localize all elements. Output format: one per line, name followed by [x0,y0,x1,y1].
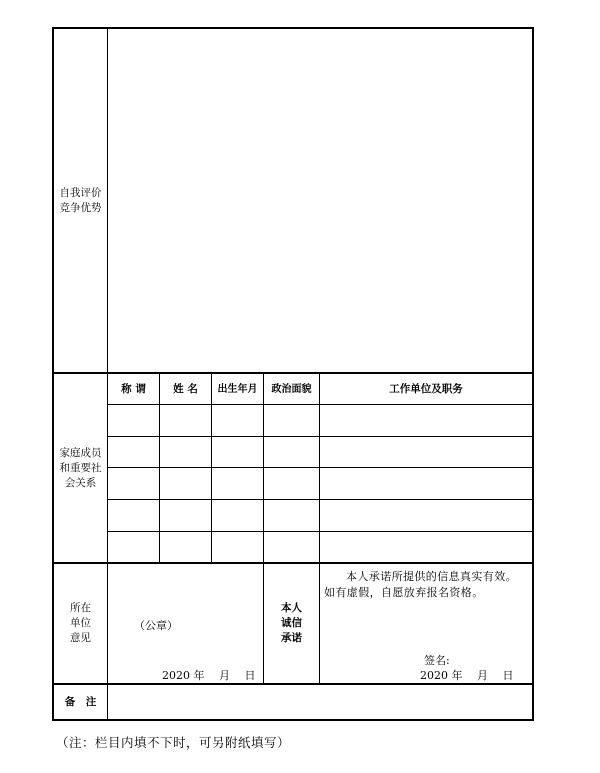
pledge-label-line3: 承诺 [281,632,302,644]
pledge-label [264,564,319,683]
family-header-name: 姓 名 [173,382,198,395]
family-header-birth: 出生年月 [217,383,258,395]
family-row-1[interactable] [108,405,532,436]
self-eval-label [54,29,107,372]
family-header-relation: 称 谓 [121,382,146,395]
remarks-label: 备 注 [64,695,97,708]
family-row-4[interactable] [108,500,532,531]
pledge-text-line1: 本人承诺所提供的信息真实有效。 [346,570,517,583]
self-eval-content-area[interactable] [108,29,532,372]
unit-opinion-label-line1: 所在 [70,602,91,614]
pledge-text-line2: 如有虚假，自愿放弃报名资格。 [324,586,484,599]
pledge-signature: 签名: [424,654,450,667]
family-label [54,374,107,562]
unit-opinion-seal: （公章） [134,619,178,632]
pledge-date: 2020 年 月 日 [420,669,514,682]
pledge-label-line1: 本人 [281,602,302,614]
unit-opinion-label-line2: 单位 [70,617,91,629]
pledge-label-line2: 诚信 [281,617,302,629]
self-eval-label-line2: 竞争优势 [59,201,102,214]
family-row-3[interactable] [108,468,532,499]
family-label-line1: 家庭成员 [59,446,102,459]
unit-opinion-label-line3: 意见 [70,632,91,644]
unit-opinion-label [54,564,107,683]
footnote: （注：栏目内填不下时，可另附纸填写） [56,735,291,750]
family-label-line2: 和重要社 [59,461,102,474]
family-label-line3: 会关系 [64,476,97,489]
family-header-work: 工作单位及职务 [389,382,463,395]
remarks-content-area[interactable] [108,685,532,719]
self-eval-label-line1: 自我评价 [59,186,102,199]
family-header-politics: 政治面貌 [271,383,312,395]
unit-opinion-date: 2020 年 月 日 [162,669,256,682]
family-row-2[interactable] [108,437,532,467]
family-row-5[interactable] [108,532,532,562]
registration-form-table [52,27,534,721]
